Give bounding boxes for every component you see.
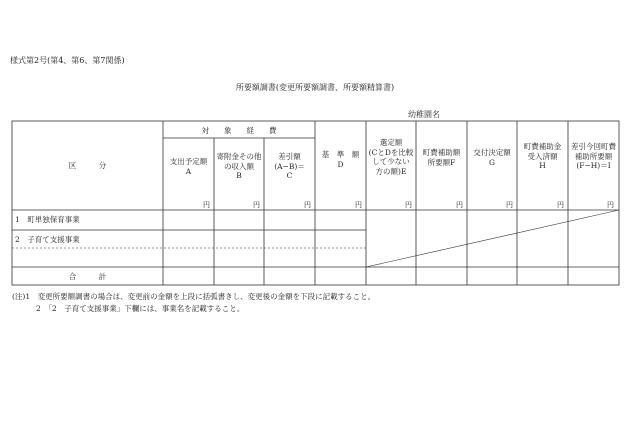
selected-amount-header: 選定額 (CとDを比較 して少ない 方の額)E: [368, 138, 414, 176]
category-header: 区 分: [68, 161, 107, 170]
standard-amount-header: 基 準 額 D: [321, 150, 360, 169]
town-subsidy-header: 町費補助額 所要額F: [422, 148, 461, 167]
received-header: 町費補助金 受入済額 H: [523, 142, 562, 170]
unit-yen-d: 円: [355, 201, 362, 209]
planned-expense-header: 支出予定額 A: [169, 157, 208, 176]
unit-yen-e: 円: [405, 201, 412, 209]
unit-yen-h: 円: [557, 201, 564, 209]
deduction-header: 差引額 (A−B)＝ C: [274, 152, 305, 180]
row-childcare-support: 2 子育て支援事業: [15, 235, 80, 244]
unit-yen-a: 円: [203, 201, 210, 209]
unit-yen-f: 円: [456, 201, 463, 209]
total-label: 合 計: [68, 272, 107, 281]
nursery-name-label: 幼稚園名: [408, 110, 440, 119]
target-expenses-header: 対 象 経 費: [201, 126, 277, 135]
note-2: 2 「2 子育て支援事業」下欄には、事業名を記載すること。: [36, 304, 245, 313]
note-1: (注)1 変更所要額調書の場合は、変更前の金額を上段に括弧書きし、変更後の金額を下段に記載すること。: [12, 292, 376, 301]
unit-yen-b: 円: [253, 201, 260, 209]
form-number: 様式第2号(第4、第6、第7関係): [10, 56, 125, 65]
grant-decision-header: 交付決定額 G: [473, 148, 511, 167]
donations-income-header: 寄附金その他 の収入額 B: [216, 152, 262, 180]
unit-yen-g: 円: [506, 201, 513, 209]
remaining-header: 差引今回町費 補助所要額 (F−H)＝I: [571, 142, 616, 170]
unit-yen-i: 円: [607, 201, 614, 209]
unit-yen-c: 円: [304, 201, 311, 209]
document-title: 所要額調書(変更所要額調書、所要額精算書): [235, 83, 395, 92]
row-town-childcare: 1 町単独保育事業: [15, 215, 80, 224]
